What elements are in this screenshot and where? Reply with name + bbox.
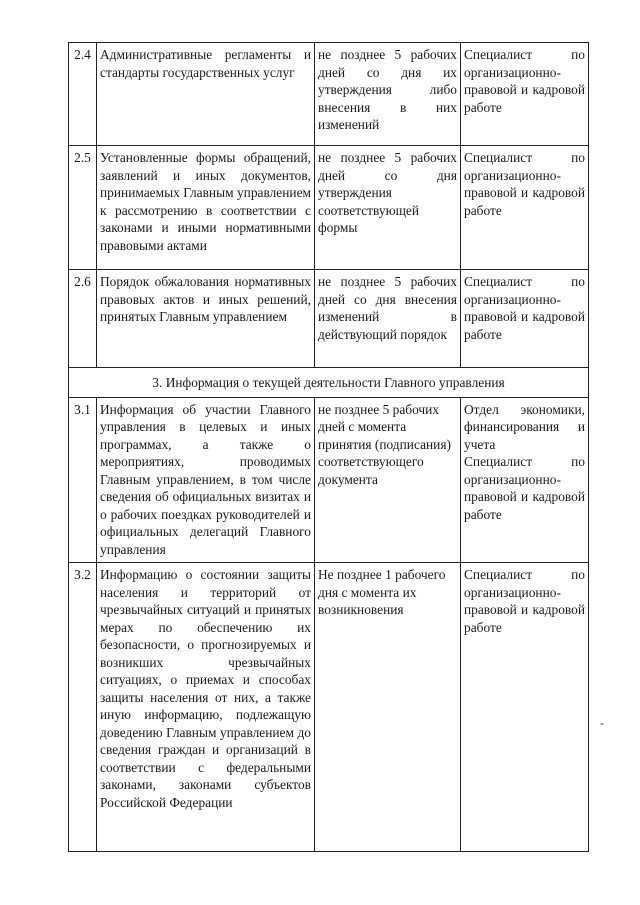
- row-number: 3.2: [69, 563, 97, 852]
- info-cell: Административные регламенты и стандарты государственных услуг: [97, 43, 315, 146]
- table-row: [69, 270, 589, 368]
- table-row: [69, 146, 589, 270]
- responsible-specialist: Специалист по организационно-правовой и кадровой работе: [464, 454, 585, 522]
- table-row: [69, 397, 589, 563]
- margin-mark: -: [600, 716, 604, 730]
- info-cell: Информация об участии Главного управления в целевых и иных программах, а также о мероприятиях, проводимых Главным управлением, в том числе сведения об официальных визитах и о рабочих поездках руководителей и официальных делегаций Главного управления: [97, 397, 315, 563]
- information-table: [68, 42, 589, 852]
- row-number: 2.5: [69, 146, 97, 270]
- info-cell: Порядок обжалования нормативных правовых актов и иных решений, принятых Главным управлением: [97, 270, 315, 368]
- deadline-cell: не позднее 5 рабочих дней со дня внесения изменений в действующий порядок: [315, 270, 461, 368]
- deadline-cell: Не позднее 1 рабочего дня с момента их возникновения: [315, 563, 461, 852]
- deadline-cell: не позднее 5 рабочих дней со дня утверждения соответствующей формы: [315, 146, 461, 270]
- info-cell: Информацию о состоянии защиты населения и территорий от чрезвычайных ситуаций и принятых мерах по обеспечению их безопасности, о прогнозируемых и возникших чрезвычайных ситуациях, о приемах и способах защиты населения от них, а также иную информацию, подлежащую доведению Главным управлением до сведения граждан и организаций в соответствии с федеральными законами, законами субъектов Российской Федерации: [97, 563, 315, 852]
- info-cell: Установленные формы обращений, заявлений и иных документов, принимаемых Главным управлением к рассмотрению в соответствии с законами и иными нормативными правовыми актами: [97, 146, 315, 270]
- responsible-cell: Специалист по организационно-правовой и кадровой работе: [461, 43, 589, 146]
- deadline-cell: не позднее 5 рабочих дней со дня их утверждения либо внесения в них изменений: [315, 43, 461, 146]
- document-page: [68, 42, 588, 852]
- table-row: [69, 563, 589, 852]
- table-row: [69, 43, 589, 146]
- row-number: 2.4: [69, 43, 97, 146]
- row-number: 2.6: [69, 270, 97, 368]
- responsible-cell: [461, 397, 589, 563]
- responsible-cell: Специалист по организационно-правовой и кадровой работе: [461, 146, 589, 270]
- section-title: 3. Информация о текущей деятельности Главного управления: [69, 368, 589, 398]
- responsible-department: Отдел экономики, финансирования и учета: [464, 401, 585, 452]
- section-heading-row: [69, 368, 589, 398]
- responsible-cell: Специалист по организационно-правовой и кадровой работе: [461, 270, 589, 368]
- responsible-cell: Специалист по организационно-правовой и кадровой работе: [461, 563, 589, 852]
- deadline-cell: не позднее 5 рабочих дней с момента принятия (подписания) соответствующего документа: [315, 397, 461, 563]
- row-number: 3.1: [69, 397, 97, 563]
